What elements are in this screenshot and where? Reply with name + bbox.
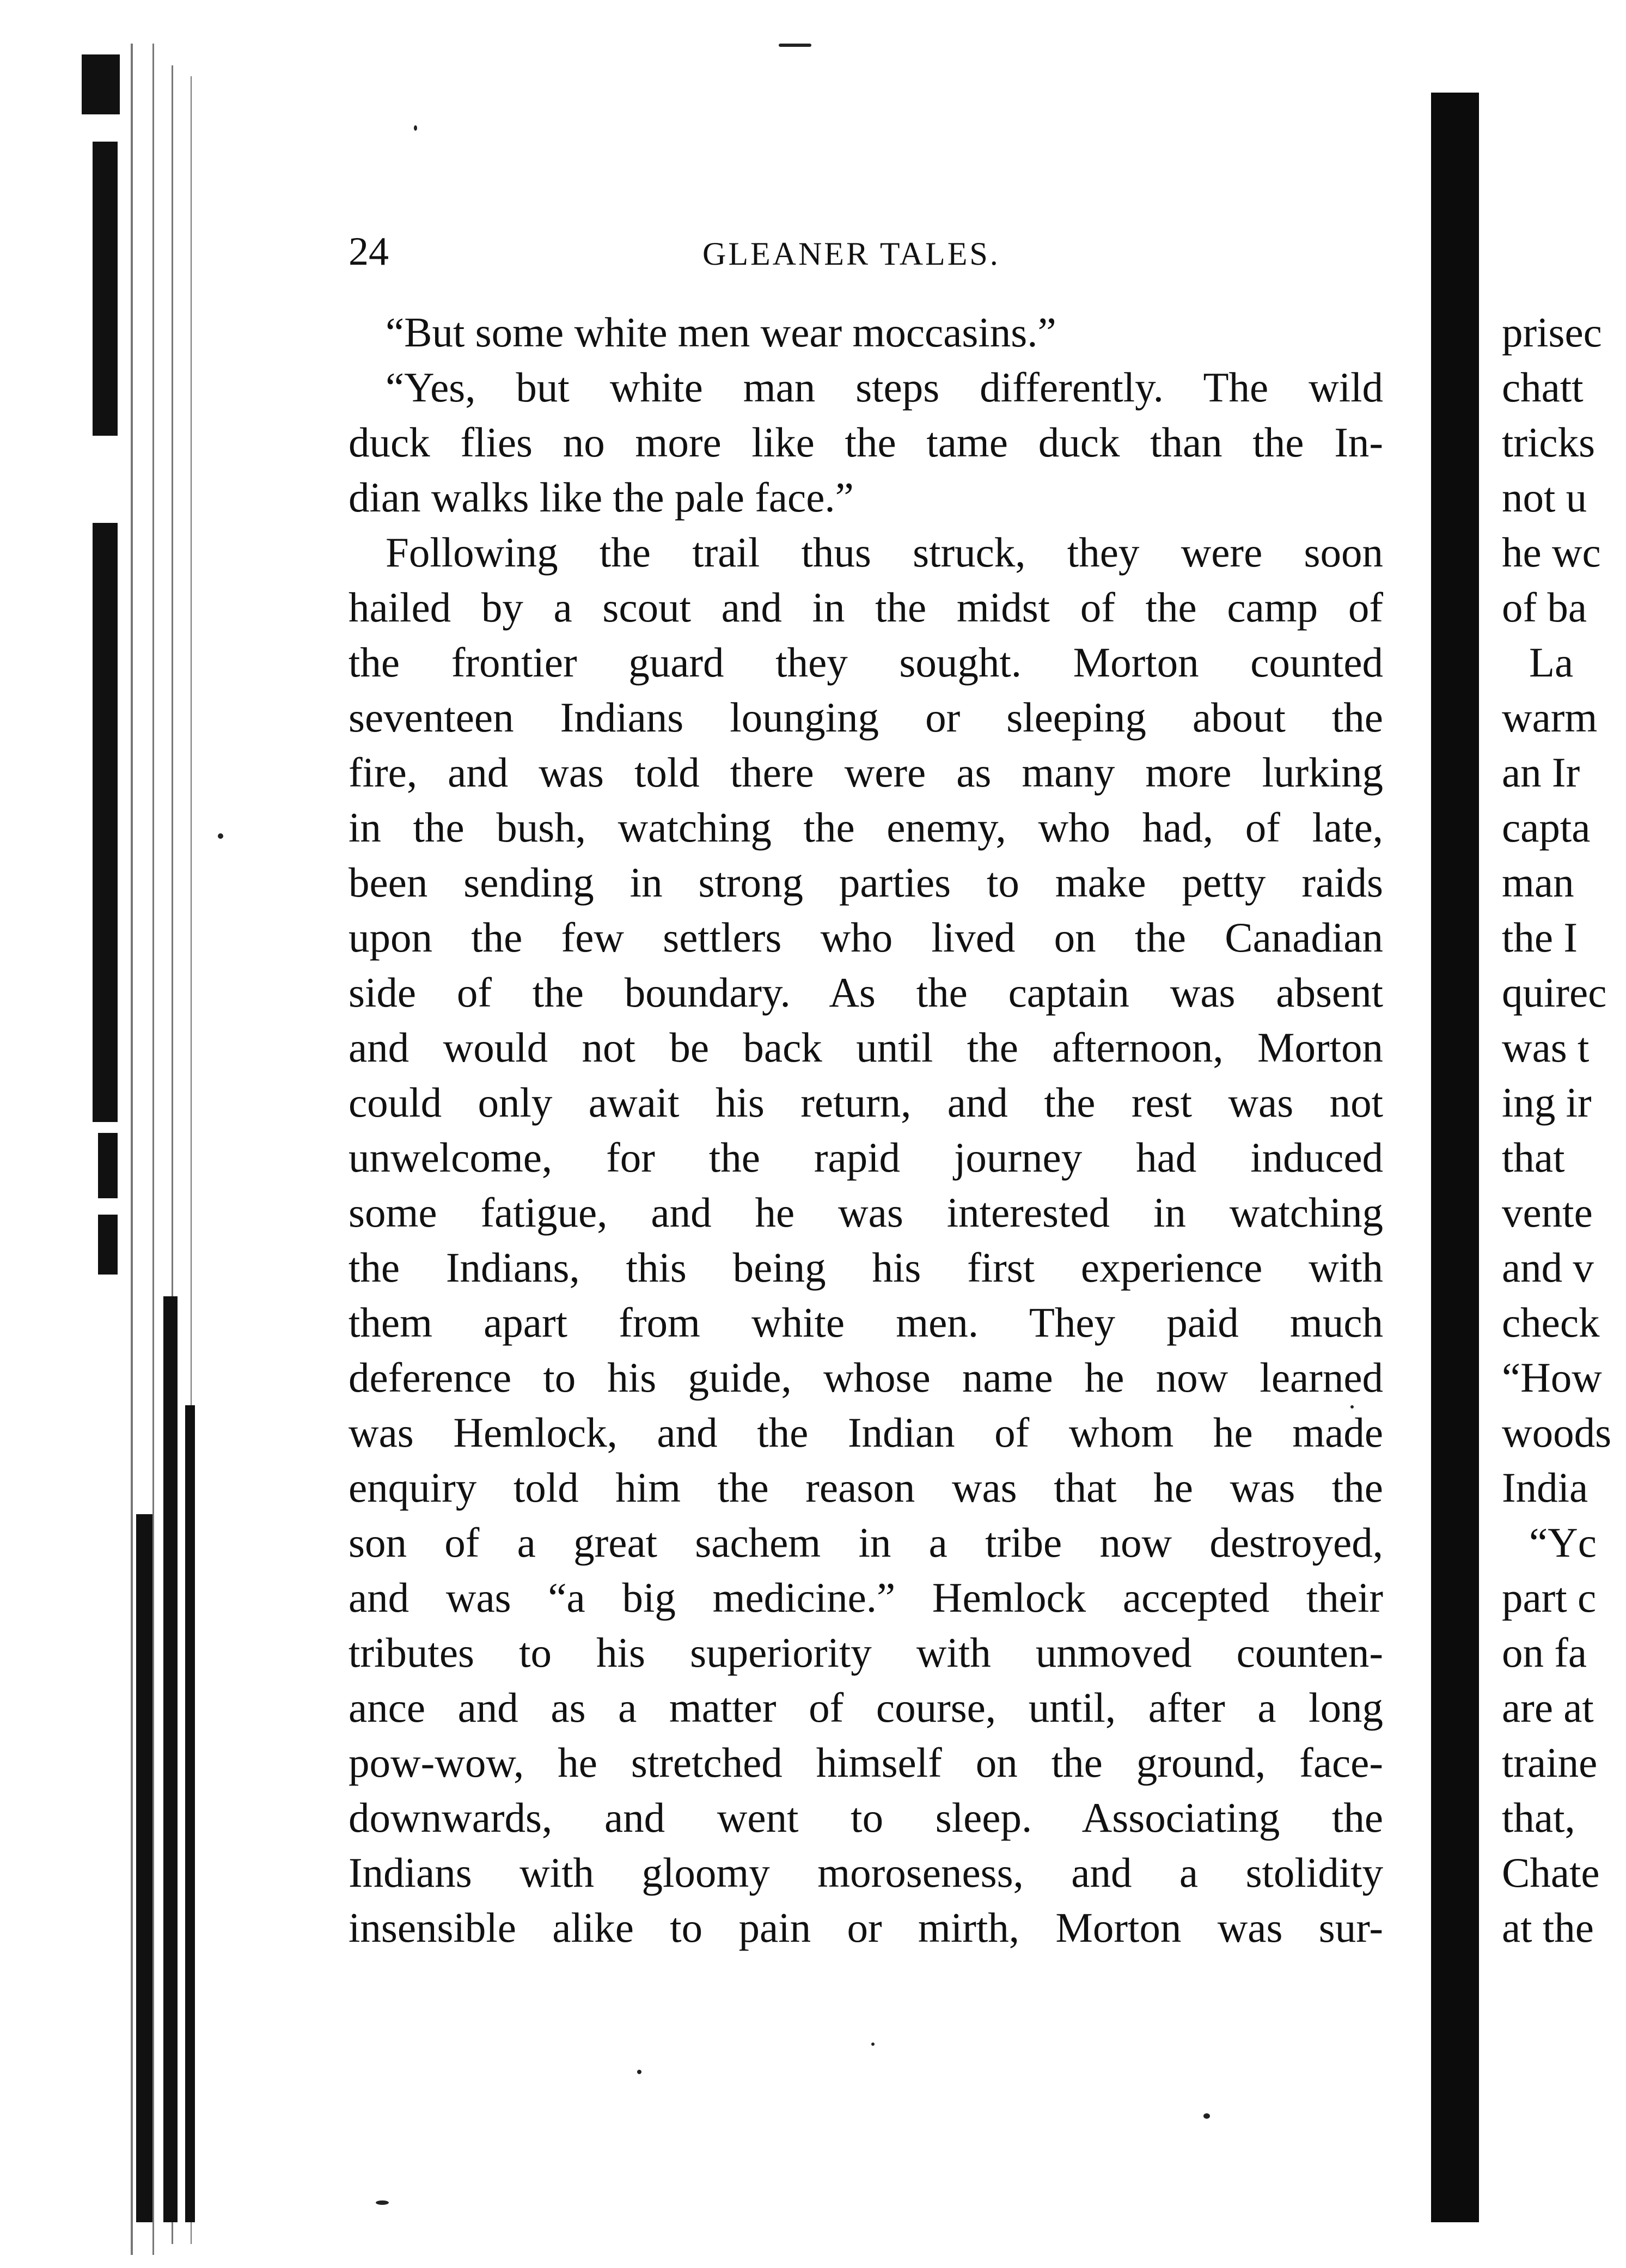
scan-speck <box>637 2070 641 2074</box>
facing-text-line: “Yc <box>1529 1519 1597 1566</box>
text-line: seventeen Indians lounging or sleeping about the <box>349 694 1383 741</box>
facing-text-line: the I <box>1502 914 1578 961</box>
facing-text-line: La <box>1529 639 1574 686</box>
scan-speck <box>1203 2113 1210 2119</box>
facing-text-line: not u <box>1502 474 1587 521</box>
text-line: could only await his return, and the rest was not <box>349 1079 1383 1126</box>
facing-text-line: “How <box>1502 1354 1602 1401</box>
facing-text-line: chatt <box>1502 364 1584 411</box>
facing-text-line: Chate <box>1502 1849 1600 1896</box>
facing-text-line: India <box>1502 1464 1588 1511</box>
text-line: “But some white men wear moccasins.” <box>386 309 1056 356</box>
facing-text-line: he wc <box>1502 529 1601 576</box>
binding-bar <box>93 142 118 436</box>
text-line: in the bush, watching the enemy, who had, of late, <box>349 804 1383 851</box>
facing-text-line: traine <box>1502 1739 1598 1786</box>
running-title: GLEANER TALES. <box>702 236 1000 272</box>
facing-text-line: check <box>1502 1299 1600 1346</box>
facing-text-line: was t <box>1502 1024 1590 1071</box>
binding-mark <box>82 54 120 114</box>
facing-text-line: at the <box>1502 1904 1594 1951</box>
facing-text-line: that <box>1502 1134 1565 1181</box>
text-line: upon the few settlers who lived on the Canadian <box>349 914 1383 961</box>
running-header <box>349 223 1383 283</box>
facing-page-fragment <box>1502 305 1626 1955</box>
scan-speck <box>871 2043 875 2046</box>
text-line: dian walks like the pale face.” <box>349 474 854 521</box>
facing-text-line: woods <box>1502 1409 1612 1456</box>
binding-bar <box>98 1215 118 1275</box>
facing-text-line: warm <box>1502 694 1598 741</box>
facing-text-line: ing ir <box>1502 1079 1592 1126</box>
facing-text-line: prisec <box>1502 309 1602 356</box>
page-edge-shadow <box>1431 93 1479 2222</box>
gutter-line <box>131 44 133 2255</box>
facing-text-line: quirec <box>1502 969 1607 1016</box>
binding-bar <box>93 523 118 1122</box>
binding-bar <box>163 1296 178 2222</box>
text-line: the frontier guard they sought. Morton counted <box>349 639 1383 686</box>
text-line: them apart from white men. They paid much <box>349 1299 1383 1346</box>
text-line: and was “a big medicine.” Hemlock accepted their <box>349 1574 1383 1621</box>
scan-speck <box>779 44 811 47</box>
binding-bar <box>185 1405 195 2222</box>
gutter-line <box>152 44 154 2255</box>
left-binding-edge <box>82 44 212 2255</box>
binding-bar <box>98 1133 118 1198</box>
text-line: and would not be back until the afternoon, Morton <box>349 1024 1383 1071</box>
facing-text-line: on fa <box>1502 1629 1587 1676</box>
scan-speck <box>218 833 223 839</box>
facing-text-line: man <box>1502 859 1574 906</box>
text-line: the Indians, this being his first experience with <box>349 1244 1383 1291</box>
text-line: ance and as a matter of course, until, after a long <box>349 1684 1383 1731</box>
text-line: been sending in strong parties to make petty raids <box>349 859 1383 906</box>
text-line: duck flies no more like the tame duck than the In- <box>349 419 1383 466</box>
text-line: Following the trail thus struck, they were soon <box>386 529 1383 576</box>
body-text <box>349 305 1383 1955</box>
facing-text-line: of ba <box>1502 584 1587 631</box>
facing-text-line: are at <box>1502 1684 1594 1731</box>
text-line: was Hemlock, and the Indian of whom he made <box>349 1409 1383 1456</box>
page-number: 24 <box>349 229 389 274</box>
scan-speck <box>414 125 417 131</box>
facing-text-line: part c <box>1502 1574 1597 1621</box>
text-line: Indians with gloomy moroseness, and a stolidity <box>349 1849 1383 1896</box>
facing-text-line: an Ir <box>1502 749 1580 796</box>
facing-text-line: and v <box>1502 1244 1594 1291</box>
text-line: enquiry told him the reason was that he was the <box>349 1464 1383 1511</box>
text-line: side of the boundary. As the captain was absent <box>349 969 1383 1016</box>
facing-text-line: capta <box>1502 804 1591 851</box>
text-line: tributes to his superiority with unmoved counten- <box>349 1629 1383 1676</box>
facing-text-line: tricks <box>1502 419 1596 466</box>
scan-speck <box>376 2200 389 2205</box>
text-line: unwelcome, for the rapid journey had induced <box>349 1134 1383 1181</box>
text-line: downwards, and went to sleep. Associating the <box>349 1794 1383 1841</box>
text-line: son of a great sachem in a tribe now destroyed, <box>349 1519 1383 1566</box>
text-line: pow-wow, he stretched himself on the ground, face- <box>349 1739 1383 1786</box>
binding-bar <box>136 1514 152 2222</box>
text-line: fire, and was told there were as many more lurking <box>349 749 1383 796</box>
text-line: some fatigue, and he was interested in watching <box>349 1189 1383 1236</box>
text-line: hailed by a scout and in the midst of the camp of <box>349 584 1383 631</box>
text-line: deference to his guide, whose name he now learned <box>349 1354 1383 1401</box>
facing-text-line: vente <box>1502 1189 1593 1236</box>
text-line: insensible alike to pain or mirth, Morton was sur- <box>349 1904 1383 1951</box>
text-line: “Yes, but white man steps differently. The wild <box>386 364 1383 411</box>
scan-speck <box>1350 1405 1354 1409</box>
facing-text-line: that, <box>1502 1794 1575 1841</box>
